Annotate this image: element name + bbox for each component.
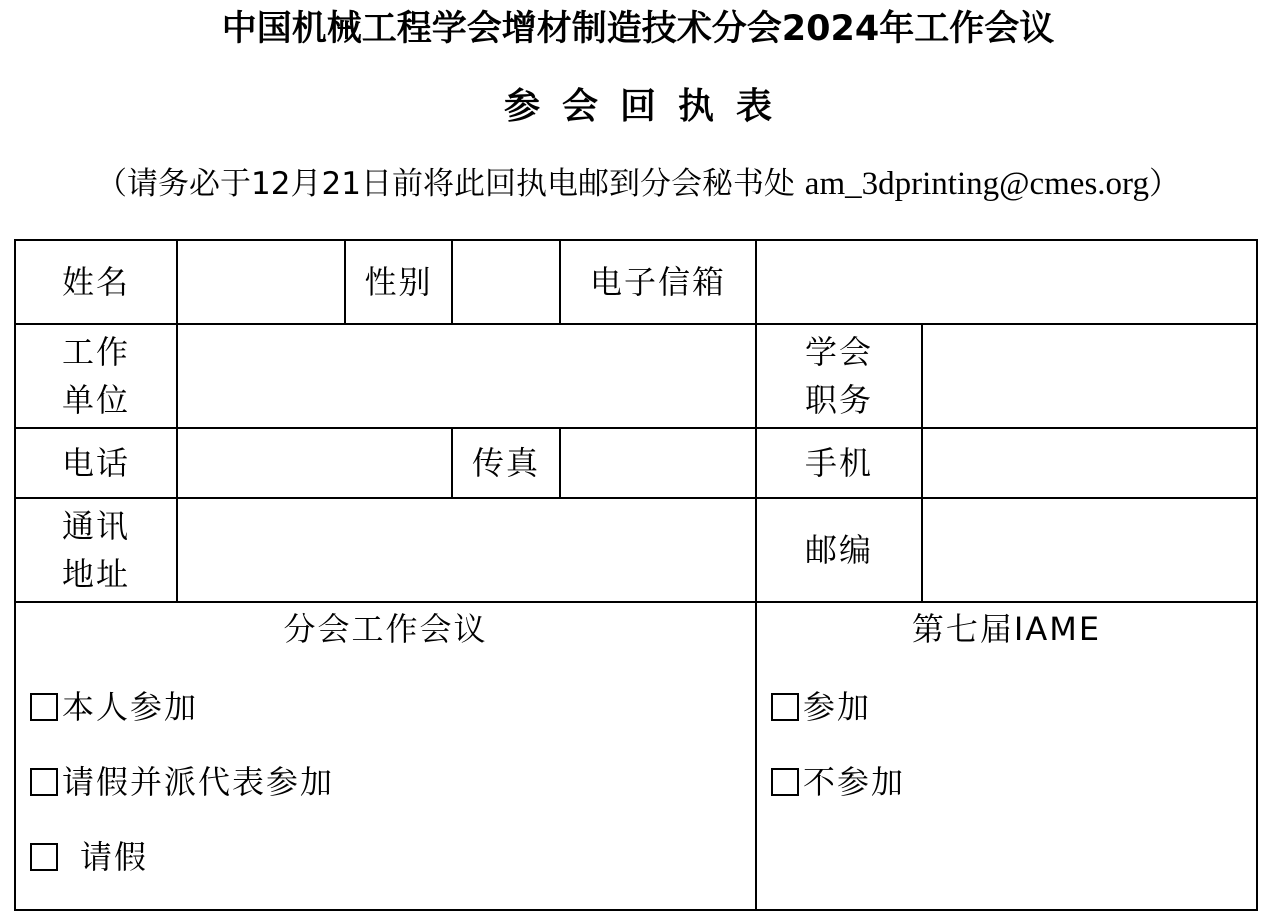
checkbox-icon[interactable] xyxy=(771,693,799,721)
work-unit-label-line2: 单位 xyxy=(61,381,130,419)
form-row-basic-info xyxy=(15,240,1257,324)
form-row-address xyxy=(15,498,1257,602)
checkbox-icon[interactable] xyxy=(30,768,58,796)
reply-form-table xyxy=(14,239,1258,911)
option-label: 本人参加 xyxy=(62,688,199,726)
option-label: 参加 xyxy=(803,688,872,726)
checkbox-icon[interactable] xyxy=(771,768,799,796)
fax-field[interactable] xyxy=(560,428,756,498)
postcode-field[interactable] xyxy=(922,498,1257,602)
form-row-organization xyxy=(15,324,1257,428)
instruction-suffix: ） xyxy=(1148,166,1180,202)
submission-instruction xyxy=(0,162,1276,206)
option-send-representative[interactable] xyxy=(30,758,334,806)
branch-meeting-title: 分会工作会议 xyxy=(283,610,488,648)
iame-section xyxy=(756,602,1257,910)
checkbox-icon[interactable] xyxy=(30,843,58,871)
name-label: 姓名 xyxy=(15,240,177,324)
secretariat-email[interactable]: am_3dprinting@cmes.org xyxy=(804,166,1149,202)
option-attend-in-person[interactable] xyxy=(30,683,198,731)
branch-meeting-section xyxy=(15,602,756,910)
address-label-line2: 地址 xyxy=(61,555,130,593)
option-iame-attend[interactable] xyxy=(771,683,871,731)
document-title: 中国机械工程学会增材制造技术分会2024年工作会议 xyxy=(221,9,1055,49)
gender-label: 性别 xyxy=(345,240,452,324)
option-label: 请假 xyxy=(80,838,149,876)
option-iame-not-attend[interactable] xyxy=(771,758,905,806)
email-field[interactable] xyxy=(756,240,1257,324)
option-label: 不参加 xyxy=(803,763,906,801)
instruction-prefix: （请务必于12月21日前将此回执电邮到分会秘书处 xyxy=(96,166,805,202)
society-role-field[interactable] xyxy=(922,324,1257,428)
fax-label: 传真 xyxy=(452,428,560,498)
postcode-label: 邮编 xyxy=(756,498,922,602)
checkbox-icon[interactable] xyxy=(30,693,58,721)
work-unit-field[interactable] xyxy=(177,324,756,428)
work-unit-label-line1: 工作 xyxy=(61,333,130,371)
work-unit-label xyxy=(15,324,177,428)
form-row-contact xyxy=(15,428,1257,498)
phone-field[interactable] xyxy=(177,428,452,498)
address-label-line1: 通讯 xyxy=(61,507,130,545)
form-row-attendance xyxy=(15,602,1257,910)
name-field[interactable] xyxy=(177,240,345,324)
society-role-label xyxy=(756,324,922,428)
society-role-label-line1: 学会 xyxy=(804,333,873,371)
address-label xyxy=(15,498,177,602)
option-label: 请假并派代表参加 xyxy=(62,763,335,801)
option-leave[interactable] xyxy=(30,833,148,881)
mobile-field[interactable] xyxy=(922,428,1257,498)
phone-label: 电话 xyxy=(15,428,177,498)
iame-title: 第七届IAME xyxy=(911,610,1102,648)
mobile-label: 手机 xyxy=(756,428,922,498)
address-field[interactable] xyxy=(177,498,756,602)
gender-field[interactable] xyxy=(452,240,560,324)
society-role-label-line2: 职务 xyxy=(804,381,873,419)
document-subtitle: 参会回执表 xyxy=(503,86,794,127)
email-label: 电子信箱 xyxy=(560,240,756,324)
